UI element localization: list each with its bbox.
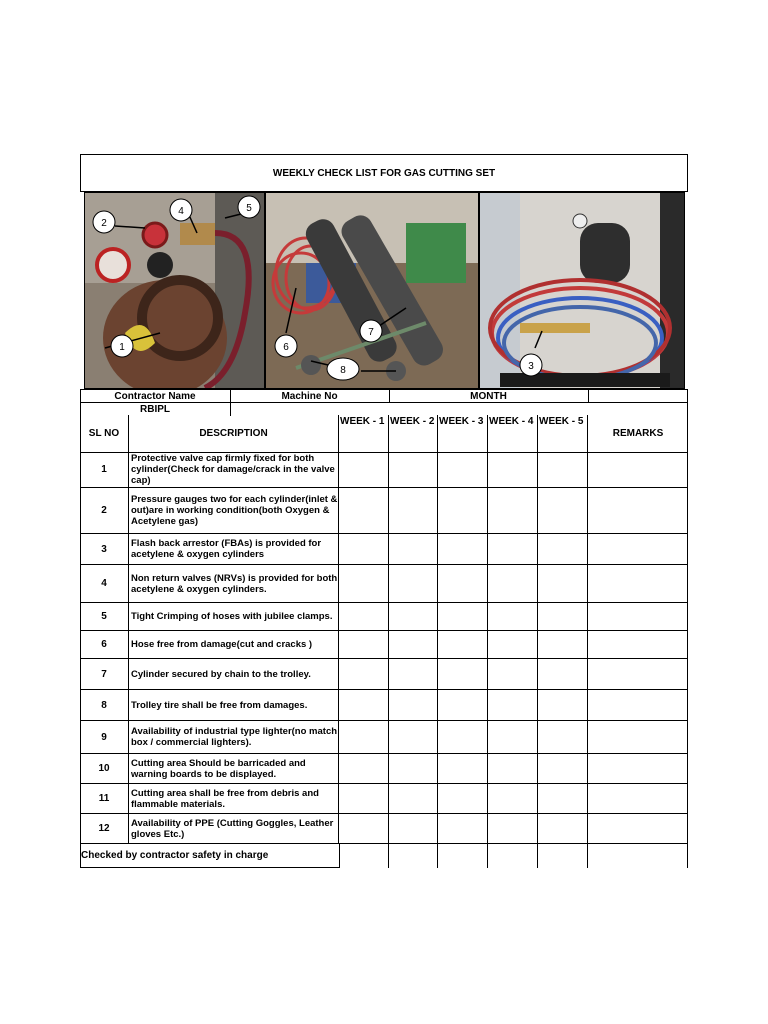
description-cell: Cylinder secured by chain to the trolley. bbox=[129, 659, 339, 690]
checklist-table bbox=[80, 415, 688, 868]
remarks-cell[interactable] bbox=[588, 534, 688, 565]
week-check-cell[interactable] bbox=[438, 603, 488, 631]
week-check-cell[interactable] bbox=[538, 565, 588, 603]
svg-text:3: 3 bbox=[528, 361, 534, 372]
week-check-cell[interactable] bbox=[438, 814, 488, 844]
week-check-cell[interactable] bbox=[339, 690, 389, 721]
description-cell: Availability of industrial type lighter(no match box / commercial lighters). bbox=[129, 721, 339, 754]
description-cell: Hose free from damage(cut and cracks ) bbox=[129, 631, 339, 659]
week-check-cell[interactable] bbox=[339, 452, 389, 488]
document-title: WEEKLY CHECK LIST FOR GAS CUTTING SET bbox=[80, 154, 688, 192]
week-check-cell[interactable] bbox=[339, 754, 389, 784]
week-check-cell[interactable] bbox=[438, 565, 488, 603]
week-check-cell[interactable] bbox=[389, 814, 438, 844]
photo-cylinder-gauges bbox=[84, 192, 265, 389]
week-header-cell bbox=[438, 415, 488, 452]
week-header-cell bbox=[389, 415, 438, 452]
footer-column-divider bbox=[587, 844, 588, 868]
description-cell: Non return valves (NRVs) is provided for both acetylene & oxygen cylinders. bbox=[129, 565, 339, 603]
sl-no-cell: 5 bbox=[80, 603, 129, 631]
week-check-cell[interactable] bbox=[339, 814, 389, 844]
week-check-cell[interactable] bbox=[339, 631, 389, 659]
week-check-cell[interactable] bbox=[438, 721, 488, 754]
callout-8 bbox=[327, 358, 359, 380]
week-check-cell[interactable] bbox=[438, 452, 488, 488]
week-check-cell[interactable] bbox=[538, 814, 588, 844]
week-check-cell[interactable] bbox=[339, 659, 389, 690]
svg-text:7: 7 bbox=[368, 327, 374, 338]
remarks-cell[interactable] bbox=[588, 690, 688, 721]
description-cell: Tight Crimping of hoses with jubilee clamps. bbox=[129, 603, 339, 631]
sl-no-cell: 6 bbox=[80, 631, 129, 659]
week-check-cell[interactable] bbox=[438, 659, 488, 690]
remarks-cell[interactable] bbox=[588, 488, 688, 534]
week-header-cell bbox=[339, 415, 389, 452]
column-header-description: DESCRIPTION bbox=[129, 415, 339, 452]
column-header-remarks: REMARKS bbox=[612, 428, 664, 439]
svg-text:6: 6 bbox=[283, 342, 289, 353]
sl-no-cell: 1 bbox=[80, 452, 129, 488]
contractor-name-value: RBIPL bbox=[140, 403, 170, 415]
callout-5 bbox=[238, 196, 260, 218]
checklist-sheet bbox=[80, 154, 688, 868]
column-header-week-4: WEEK - 4 bbox=[488, 415, 538, 427]
callout-7 bbox=[360, 320, 382, 342]
week-check-cell[interactable] bbox=[339, 488, 389, 534]
week-check-cell[interactable] bbox=[488, 452, 538, 488]
week-check-cell[interactable] bbox=[438, 754, 488, 784]
column-header-week-3: WEEK - 3 bbox=[438, 415, 488, 427]
column-header-week-1: WEEK - 1 bbox=[339, 415, 389, 427]
week-check-cell[interactable] bbox=[389, 721, 438, 754]
week-check-cell[interactable] bbox=[389, 784, 438, 814]
description-cell: Protective valve cap firmly fixed for both cylinder(Check for damage/crack in the valve cap) bbox=[129, 452, 339, 488]
week-check-cell[interactable] bbox=[488, 814, 538, 844]
description-cell: Flash back arrestor (FBAs) is provided for acetylene & oxygen cylinders bbox=[129, 534, 339, 565]
week-header-cell bbox=[538, 415, 588, 452]
week-check-cell[interactable] bbox=[488, 659, 538, 690]
remarks-cell[interactable] bbox=[588, 452, 688, 488]
photo-hoses bbox=[479, 192, 685, 389]
callout-3 bbox=[520, 354, 542, 376]
week-check-cell[interactable] bbox=[488, 690, 538, 721]
week-check-cell[interactable] bbox=[389, 488, 438, 534]
week-check-cell[interactable] bbox=[488, 631, 538, 659]
week-check-cell[interactable] bbox=[538, 603, 588, 631]
week-check-cell[interactable] bbox=[488, 488, 538, 534]
week-check-cell[interactable] bbox=[389, 452, 438, 488]
svg-text:4: 4 bbox=[178, 206, 184, 217]
week-check-cell[interactable] bbox=[538, 488, 588, 534]
sl-no-cell: 11 bbox=[80, 784, 129, 814]
callout-4 bbox=[170, 199, 192, 221]
week-check-cell[interactable] bbox=[538, 452, 588, 488]
week-check-cell[interactable] bbox=[389, 565, 438, 603]
remarks-cell[interactable] bbox=[588, 784, 688, 814]
week-check-cell[interactable] bbox=[488, 784, 538, 814]
remarks-cell[interactable] bbox=[588, 659, 688, 690]
week-check-cell[interactable] bbox=[538, 690, 588, 721]
svg-text:5: 5 bbox=[246, 203, 252, 214]
week-check-cell[interactable] bbox=[339, 603, 389, 631]
week-check-cell[interactable] bbox=[538, 534, 588, 565]
week-check-cell[interactable] bbox=[538, 784, 588, 814]
sl-no-cell: 8 bbox=[80, 690, 129, 721]
footer-column-divider bbox=[388, 844, 389, 868]
description-cell: Availability of PPE (Cutting Goggles, Leather gloves Etc.) bbox=[129, 814, 339, 844]
sl-no-cell: 3 bbox=[80, 534, 129, 565]
month-label: MONTH bbox=[470, 390, 507, 402]
week-check-cell[interactable] bbox=[438, 690, 488, 721]
footer-column-divider bbox=[537, 844, 538, 868]
week-check-cell[interactable] bbox=[389, 631, 438, 659]
photo-trolley bbox=[265, 192, 479, 389]
svg-text:1: 1 bbox=[119, 342, 125, 353]
description-cell: Cutting area Should be barricaded and warning boards to be displayed. bbox=[129, 754, 339, 784]
remarks-cell[interactable] bbox=[588, 631, 688, 659]
sl-no-cell: 2 bbox=[80, 488, 129, 534]
contractor-name-label: Contractor Name bbox=[114, 390, 196, 402]
svg-text:8: 8 bbox=[340, 365, 346, 376]
callout-6 bbox=[275, 335, 297, 357]
week-check-cell[interactable] bbox=[389, 603, 438, 631]
week-check-cell[interactable] bbox=[538, 659, 588, 690]
week-check-cell[interactable] bbox=[488, 534, 538, 565]
remarks-cell[interactable] bbox=[588, 721, 688, 754]
week-check-cell[interactable] bbox=[339, 534, 389, 565]
week-check-cell[interactable] bbox=[438, 534, 488, 565]
description-cell: Cutting area shall be free from debris and flammable materials. bbox=[129, 784, 339, 814]
week-check-cell[interactable] bbox=[488, 603, 538, 631]
week-check-cell[interactable] bbox=[438, 784, 488, 814]
sl-no-cell: 9 bbox=[80, 721, 129, 754]
description-cell: Pressure gauges two for each cylinder(inlet & out)are in working condition(both Oxygen & Acetylene gas) bbox=[129, 488, 339, 534]
week-check-cell[interactable] bbox=[538, 631, 588, 659]
remarks-cell[interactable] bbox=[588, 565, 688, 603]
week-check-cell[interactable] bbox=[488, 565, 538, 603]
column-header-week-5: WEEK - 5 bbox=[538, 415, 588, 427]
sl-no-cell: 4 bbox=[80, 565, 129, 603]
week-check-cell[interactable] bbox=[389, 659, 438, 690]
remarks-cell[interactable] bbox=[588, 754, 688, 784]
week-check-cell[interactable] bbox=[538, 754, 588, 784]
week-check-cell[interactable] bbox=[339, 784, 389, 814]
week-check-cell[interactable] bbox=[488, 721, 538, 754]
sl-no-cell: 10 bbox=[80, 754, 129, 784]
column-header-sl-no: SL NO bbox=[80, 415, 129, 452]
footer-column-divider bbox=[437, 844, 438, 868]
description-cell: Trolley tire shall be free from damages. bbox=[129, 690, 339, 721]
column-header-week-2: WEEK - 2 bbox=[389, 415, 438, 427]
footer-column-divider bbox=[487, 844, 488, 868]
callout-2 bbox=[93, 211, 115, 233]
week-check-cell[interactable] bbox=[438, 631, 488, 659]
machine-no-label: Machine No bbox=[281, 390, 338, 402]
remarks-cell[interactable] bbox=[588, 603, 688, 631]
sl-no-cell: 12 bbox=[80, 814, 129, 844]
week-check-cell[interactable] bbox=[339, 565, 389, 603]
checked-by-label: Checked by contractor safety in charge bbox=[80, 844, 340, 868]
svg-text:2: 2 bbox=[101, 218, 107, 229]
sl-no-cell: 7 bbox=[80, 659, 129, 690]
info-divider-3 bbox=[588, 389, 589, 402]
week-check-cell[interactable] bbox=[339, 721, 389, 754]
week-check-cell[interactable] bbox=[389, 754, 438, 784]
week-header-cell bbox=[488, 415, 538, 452]
week-check-cell[interactable] bbox=[488, 754, 538, 784]
footer-right-border bbox=[687, 844, 688, 868]
week-check-cell[interactable] bbox=[538, 721, 588, 754]
week-check-cell[interactable] bbox=[389, 690, 438, 721]
callout-1 bbox=[111, 335, 133, 357]
remarks-cell[interactable] bbox=[588, 814, 688, 844]
week-check-cell[interactable] bbox=[438, 488, 488, 534]
week-check-cell[interactable] bbox=[389, 534, 438, 565]
